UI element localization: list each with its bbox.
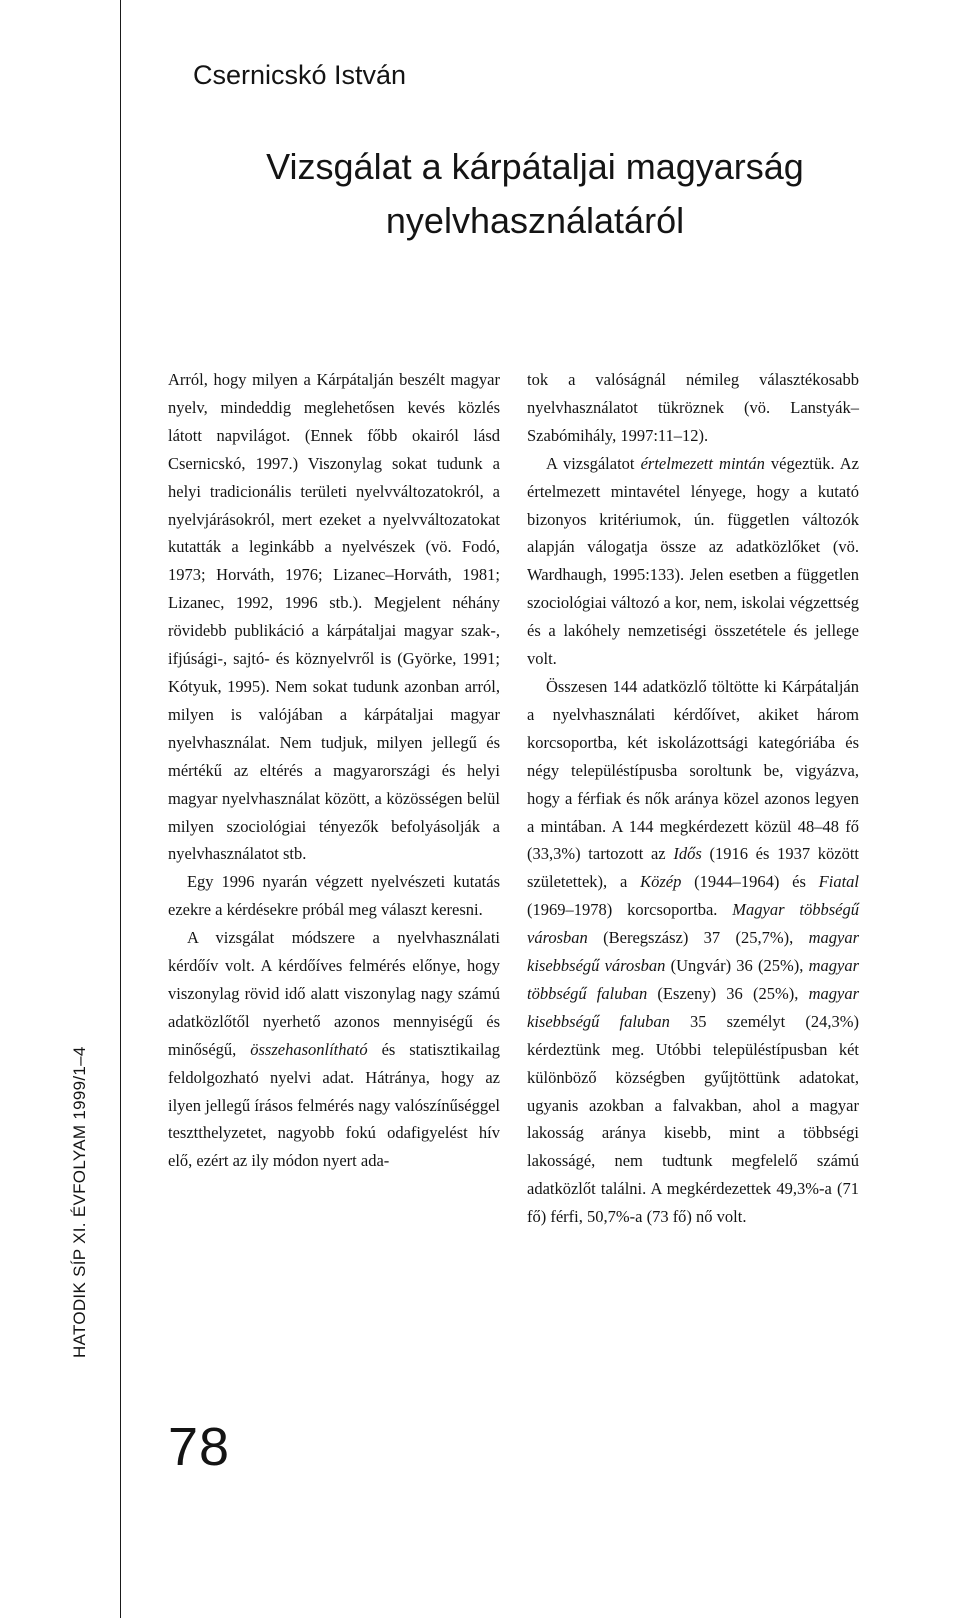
right-column (527, 366, 859, 1231)
text-run: és statisztikailag feldolgozható nyelvi adat. Hátránya, hogy az ilyen jellegű írásos felmérés nagy valószínűséggel tesztthelyzetet, nagyobb fokú odafigyelést hív elő, ezért az ily módon nyert ada- (168, 1039, 500, 1171)
title-line-1: Vizsgálat a kárpátaljai magyarság (266, 146, 804, 187)
paragraph-continued: tok a valóságnál némileg választékosabb nyelvhasználatot tükröznek (vö. Lanstyák–Szabómihály, 1997:11–12). (527, 370, 859, 445)
italic-term: magyar kisebbségű faluban (527, 983, 859, 1031)
text-run: Összesen 144 adatközlő töltötte ki Kárpátalján a nyelvhasználati kérdőívet, akiket három korcsoportba, két iskolázottsági kategóriába és négy településtípusba soroltunk be, vigyázva, hogy a férfiak és nők aránya közel azonos legyen a mintában. A 144 megkérdezett közül 48–48 fő (33,3%) tartozott az (527, 676, 859, 864)
text-run: (Ungvár) 36 (25%), (665, 956, 809, 976)
paragraph (527, 450, 859, 673)
article-title (150, 140, 920, 248)
text-run: végeztük. Az értelmezett mintavétel lényege, hogy a kutató bizonyos kritériumok, ún. független változók alapján válogatja össze az adatközlőket (vö. Wardhaugh, 1995:133). Jelen esetben a független szociológiai változó a kor, nem, iskolai végzettség és a lakóhely nemzetiségi összetétele és jellege volt. (527, 453, 860, 669)
text-run: A vizsgálat módszere a nyelvhasználati kérdőív volt. A kérdőíves felmérés előnye, hogy viszonylag rövid idő alatt viszonylag nagy számú adatközlőtől nyerhető azonos mennyiségű és minőségű, (168, 928, 500, 1059)
paragraph (527, 673, 859, 1231)
title-line-2: nyelvhasználatáról (385, 200, 685, 241)
paragraph: Arról, hogy milyen a Kárpátalján beszélt magyar nyelv, mindeddig meglehetősen kevés közlés látott napvilágot. (Ennek főbb okairól lásd Csernicskó, 1997.) Viszonylag sokat tudunk a helyi tradicionális területi nyelvváltozatokról, a nyelvjárásokról, mert ezeket a nyelvváltozatokat kutatták a leginkább a nyelvészek (vö. Fodó, 1973; Horváth, 1976; Lizanec–Horváth, 1981; Lizanec, 1992, 1996 stb.). Megjelent néhány rövidebb publikáció a kárpátaljai magyar szak-, ifjúsági-, sajtó- és köznyelvről is (Györke, 1991; Kótyuk, 1995). Nem sokat tudunk azonban arról, milyen is valójában a kárpátaljai magyar nyelvhasználat. Nem tudjuk, milyen jellegű és mértékű az eltérés a magyarországi és helyi magyar nyelvhasználat között, a közösségen belül milyen szociológiai tényezők befolyásolják a nyelvhasználatot stb. (168, 370, 500, 864)
text-run: (1916 és 1937 között születettek), a (527, 844, 860, 892)
text-run: A vizsgálatot (545, 453, 641, 473)
italic-term: összehasonlítható (250, 1039, 368, 1059)
text-run: (1944–1964) és (681, 872, 819, 892)
italic-term: Közép (640, 872, 682, 892)
italic-term: értelmezett mintán (640, 453, 765, 473)
text-run: (1969–1978) korcsoportba. (527, 900, 733, 920)
italic-term: Magyar többségű városban (527, 900, 859, 948)
author-name: Csernicskó István (193, 60, 407, 90)
italic-term: Fiatal (818, 872, 860, 892)
running-head-text: HATODIK SÍP XI. ÉVFOLYAM 1999/1–4 (70, 1046, 89, 1358)
text-run: 35 személyt (24,3%) kérdeztünk meg. Utóbbi településtípusban két különböző községben gyűjtöttünk adatokat, ugyanis azokban a falvakban, ahol a magyar lakosság aránya kisebb, mint a többségi lakosságé, nem tudtunk megfelelő számú adatközlőt találni. A megkérdezettek 49,3%-a (71 fő) férfi, 50,7%-a (73 fő) nő volt. (527, 1011, 859, 1227)
paragraph: Egy 1996 nyarán végzett nyelvészeti kutatás ezekre a kérdésekre próbál meg választ keresni. (168, 872, 500, 920)
italic-term: magyar többségű faluban (527, 956, 860, 1003)
page-number: 78 (168, 1417, 231, 1477)
text-run: (Beregszász) 37 (25,7%), (587, 928, 809, 948)
left-column (168, 366, 500, 1175)
text-run: (Eszeny) 36 (25%), (647, 983, 809, 1003)
italic-term: magyar kisebbségű városban (527, 928, 859, 976)
italic-term: Idős (673, 844, 702, 864)
paragraph (168, 924, 500, 1175)
margin-rule (120, 0, 121, 1618)
